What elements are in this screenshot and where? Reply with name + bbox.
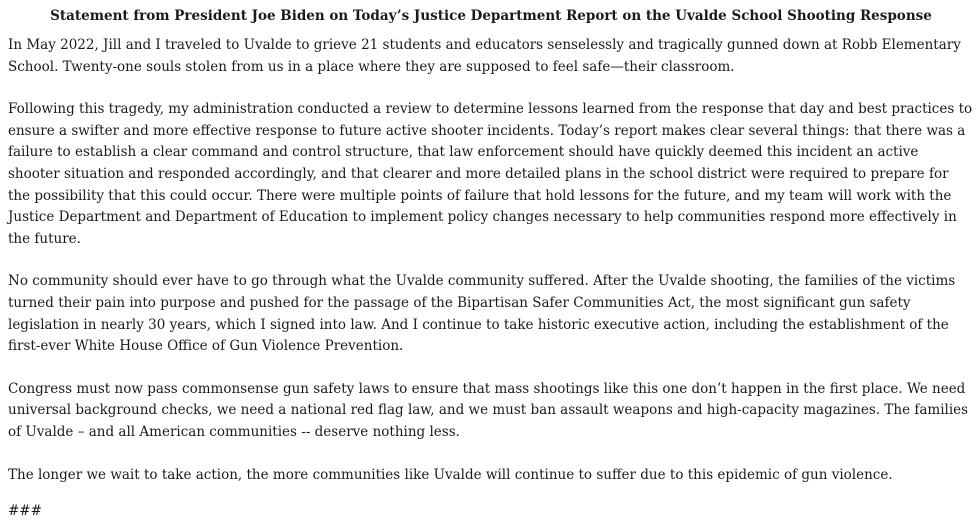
paragraph-congress-call: Congress must now pass commonsense gun safety laws to ensure that mass shootings like this one don’t happen in the first place. We need universal background checks, we need a national red flag law, and we must ban assault weapons and high-capacity magazines. The families of Uvalde – and all American communities -- deserve nothing less. [8, 380, 969, 440]
paragraph-community-action: No community should ever have to go through what the Uvalde community suffered. After the Uvalde shooting, the families of the victims turned their pain into purpose and pushed for the passage of the Bipartisan Safer Communities Act, the most significant gun safety legislation in nearly 30 years, which I signed into law. And I continue to take historic executive action, including the establishment of the first-ever White House Office of Gun Violence Prevention. [8, 273, 956, 355]
paragraph-uvalde-visit: In May 2022, Jill and I traveled to Uvalde to grieve 21 students and educators senselessly and tragically gunned down at Robb Elementary School. Twenty-one souls stolen from us in a place where they are supposed to feel safe—their classroom. [8, 37, 961, 75]
paragraph-closing: The longer we wait to take action, the more communities like Uvalde will continue to suffer due to this epidemic of gun violence. [8, 466, 893, 483]
statement-title: Statement from President Joe Biden on Today’s Justice Department Report on the Uvalde School Shooting Response [50, 8, 932, 24]
paragraph-justice-report: Following this tragedy, my administration conducted a review to determine lessons learned from the response that day and best practices to ensure a swifter and more effective response to future active shooter incidents. Today’s report makes clear several things: that there was a failure to establish a clear command and control structure, that law enforcement should have quickly deemed this incident an active shooter situation and responded accordingly, and that clearer and more detailed plans in the school district were required to prepare for the possibility that this could occur. There were multiple points of failure that hold lessons for the future, and my team will work with the Justice Department and Department of Education to implement policy changes necessary to help communities respond more effectively in the future. [8, 101, 973, 247]
end-mark: ### [8, 503, 42, 520]
